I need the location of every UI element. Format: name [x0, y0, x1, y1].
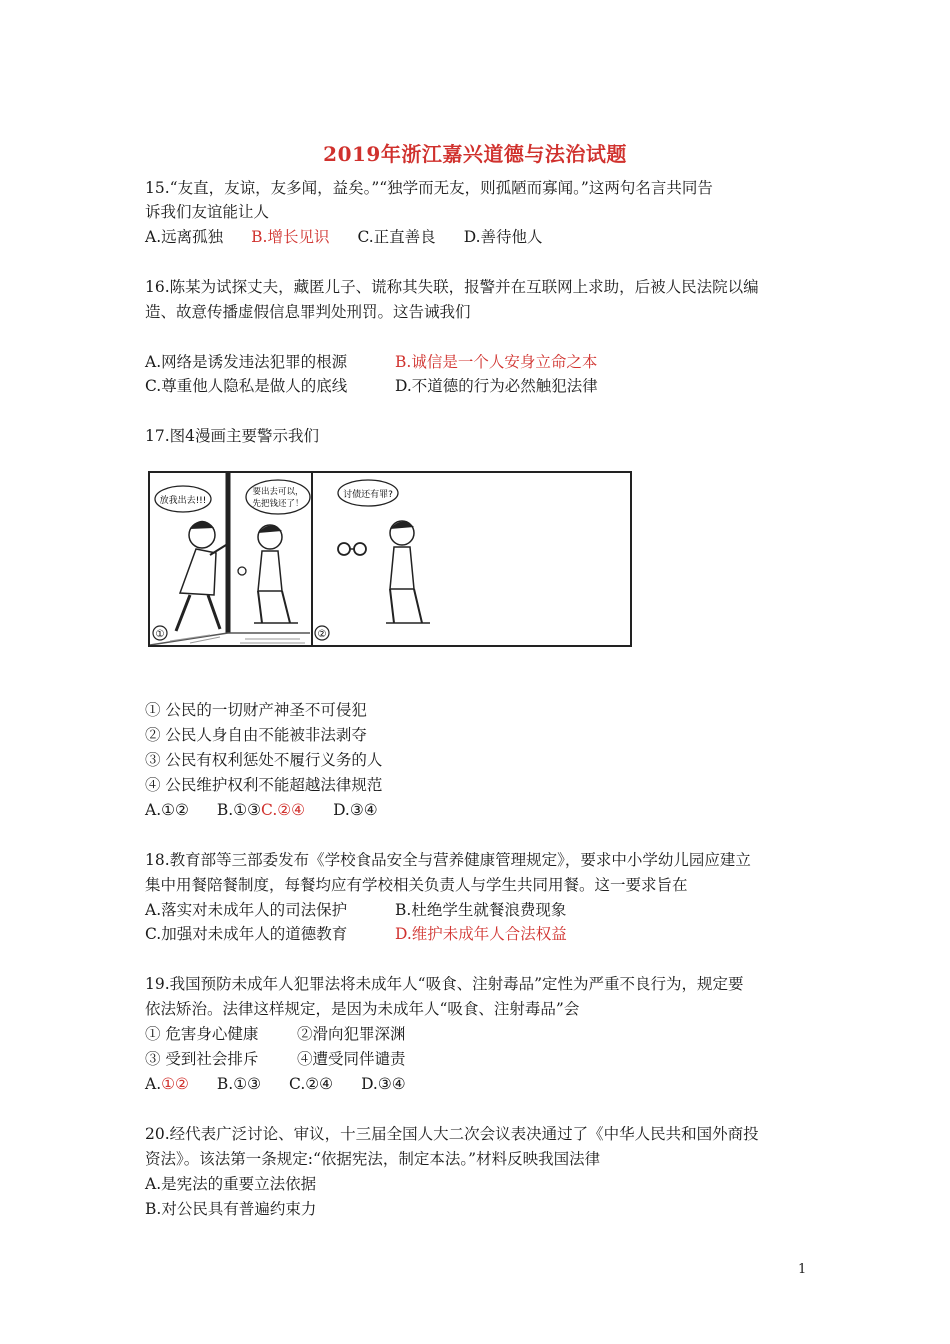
- q15-options: [145, 226, 543, 248]
- q19-options: [145, 1073, 406, 1095]
- q19-statement-2: ②滑向犯罪深渊: [297, 1025, 406, 1043]
- q18-stem-line2: 集中用餐陪餐制度，每餐均应有学校相关负责人与学生共同用餐。这一要求旨在: [145, 876, 688, 894]
- q15-option-b: B.增长见识: [251, 228, 330, 246]
- q19-stem-line2: 依法矫治。法律这样规定，是因为未成年人“吸食、注射毒品”会: [145, 1000, 580, 1018]
- q19-statement-1: ① 危害身心健康: [145, 1025, 259, 1043]
- q17-option-d: D.③④: [333, 801, 378, 819]
- q18-options-row2: [145, 923, 567, 945]
- q19-option-c: C.②④: [289, 1075, 334, 1093]
- q18-options-row1: [145, 899, 566, 921]
- q17-stem: 17.图4漫画主要警示我们: [145, 427, 320, 445]
- q20-option-b: B.对公民具有普遍约束力: [145, 1200, 317, 1218]
- q15-stem-line2: 诉我们友谊能让人: [145, 203, 270, 221]
- q17-options: [145, 799, 378, 821]
- comic-figure: [148, 471, 632, 647]
- q20-stem-line1: 20.经代表广泛讨论、审议，十三届全国人大二次会议表决通过了《中华人民共和国外商投: [145, 1125, 759, 1143]
- q20-stem-line2: 资法》。该法第一条规定:“依据宪法，制定本法。”材料反映我国法律: [145, 1150, 601, 1168]
- q16-options-row1: [145, 351, 597, 373]
- q16-option-a: A.网络是诱发违法犯罪的根源: [145, 353, 348, 371]
- q19-option-a-value: ①②: [161, 1075, 189, 1093]
- q19-stem-line1: 19.我国预防未成年人犯罪法将未成年人“吸食、注射毒品”定性为严重不良行为，规定要: [145, 975, 744, 993]
- q17-option-b: B.①③: [216, 801, 262, 819]
- q17-statement-4: ④ 公民维护权利不能超越法律规范: [145, 776, 383, 794]
- q19-statement-3: ③ 受到社会排斥: [145, 1050, 259, 1068]
- q16-option-c: C.尊重他人隐私是做人的底线: [145, 377, 348, 395]
- q17-option-c: C.②④: [261, 801, 306, 819]
- page-title: 2019年浙江嘉兴道德与法治试题: [323, 142, 627, 166]
- comic-panel-1-label: ①: [155, 629, 165, 640]
- page-number: 1: [798, 1262, 807, 1277]
- q20-option-a: A.是宪法的重要立法依据: [145, 1175, 317, 1193]
- q18-option-a: A.落实对未成年人的司法保护: [145, 901, 348, 919]
- q19-option-d: D.③④: [361, 1075, 406, 1093]
- q18-stem-line1: 18.教育部等三部委发布《学校食品安全与营养健康管理规定》，要求中小学幼儿园应建立: [145, 851, 751, 869]
- q17-statement-1: ① 公民的一切财产神圣不可侵犯: [145, 701, 367, 719]
- q19-statements-row1: [145, 1023, 406, 1045]
- q16-stem-line1: 16.陈某为试探丈夫，藏匿儿子、谎称其失联，报警并在互联网上求助，后被人民法院以编: [145, 278, 759, 296]
- comic-bubble-2a: 要出去可以，: [252, 487, 304, 497]
- q15-stem-line1: 15.“友直，友谅，友多闻，益矣。”“独学而无友，则孤陋而寡闻。”这两句名言共同告: [145, 179, 713, 197]
- q17-statement-3: ③ 公民有权利惩处不履行义务的人: [145, 751, 383, 769]
- q15-option-a: A.远离孤独: [145, 228, 224, 246]
- comic-bubble-2b: 先把钱还了！: [252, 499, 304, 509]
- q16-option-b: B.诚信是一个人安身立命之本: [395, 353, 598, 371]
- q19-option-a-prefix: A.: [145, 1075, 162, 1093]
- comic-panel-2-label: ②: [317, 629, 327, 640]
- q17-option-a: A.①②: [145, 801, 189, 819]
- comic-drawing: [150, 473, 630, 645]
- q15-option-d: D.善待他人: [463, 228, 543, 246]
- q17-statement-2: ② 公民人身自由不能被非法剥夺: [145, 726, 367, 744]
- q18-option-b: B.杜绝学生就餐浪费现象: [395, 901, 567, 919]
- q15-option-c: C.正直善良: [357, 228, 436, 246]
- q16-stem-line2: 造、故意传播虚假信息罪判处刑罚。这告诫我们: [145, 303, 471, 321]
- q16-options-row2: [145, 375, 598, 397]
- q19-statement-4: ④遭受同伴谴责: [297, 1050, 406, 1068]
- comic-bubble-3: 讨债还有罪?: [343, 490, 393, 500]
- q19-statements-row2: [145, 1048, 406, 1070]
- comic-bubble-1: 放我出去!!!: [159, 496, 207, 506]
- q16-option-d: D.不道德的行为必然触犯法律: [395, 377, 598, 395]
- q18-option-d: D.维护未成年人合法权益: [395, 925, 567, 943]
- q18-option-c: C.加强对未成年人的道德教育: [145, 925, 348, 943]
- q19-option-b: B.①③: [216, 1075, 262, 1093]
